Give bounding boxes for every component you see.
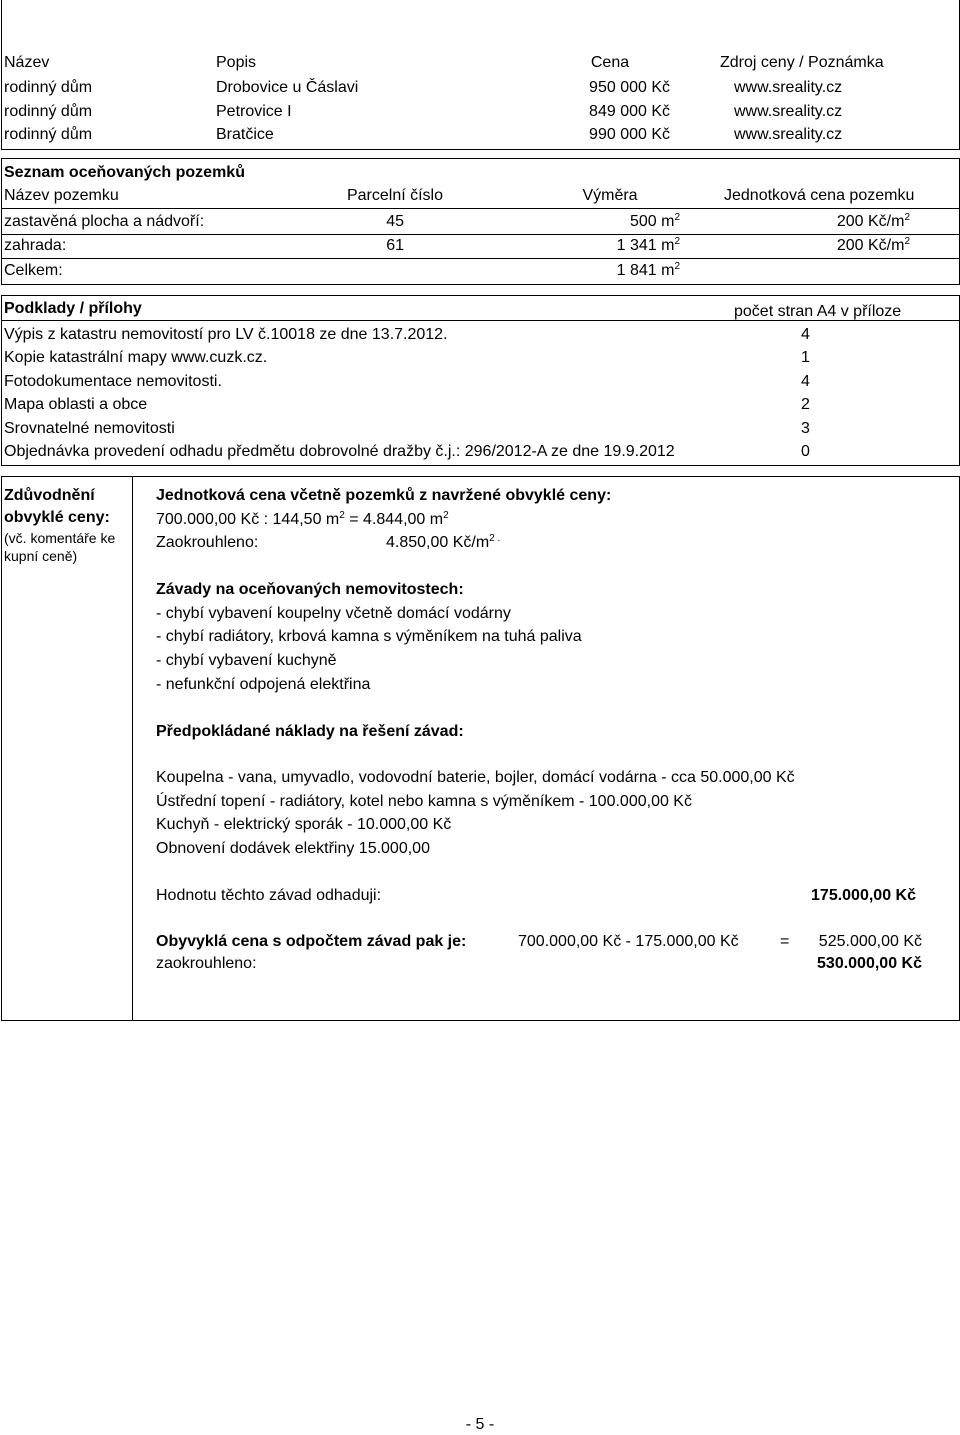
- list-item: - chybí vybavení kuchyně: [156, 652, 337, 669]
- attachment-label: Srovnatelné nemovitosti: [4, 420, 175, 437]
- attachment-label: Fotodokumentace nemovitosti.: [4, 373, 222, 390]
- rounded-final-label: zaokrouhleno:: [156, 955, 257, 972]
- unit-price-calc: 700.000,00 Kč : 144,50 $m^2 = 4.844,00$ $m^2$: [156, 510, 449, 528]
- land-header-price: Jednotková cena pozemku: [724, 187, 915, 204]
- cell-source: www.sreality.cz: [734, 103, 843, 120]
- cell-price: 950 000 Kč: [589, 79, 670, 96]
- side-title-2: obvyklé ceny:: [4, 509, 110, 526]
- list-item: - chybí radiátory, krbová kamna s výměníkem na tuhá paliva: [156, 628, 582, 645]
- attachment-pages: 4: [801, 326, 810, 343]
- col-header-price: Cena: [590, 54, 630, 71]
- cell-parcel: 61: [386, 237, 404, 254]
- total-area: 1 841 $m^2$: [616, 261, 680, 279]
- land-title: Seznam oceňovaných pozemků: [4, 164, 245, 181]
- col-header-desc: Popis: [216, 54, 257, 71]
- defects-heading: Závady na oceňovaných nemovitostech:: [156, 581, 464, 598]
- attachment-label: Mapa oblasti a obce: [4, 396, 148, 413]
- land-header-name: Název pozemku: [4, 187, 119, 204]
- list-item: Koupelna - vana, umyvadlo, vodovodní baterie, bojler, domácí vodárna - cca 50.000,00 Kč: [156, 769, 795, 786]
- col-header-name: Název: [4, 54, 50, 71]
- cell-desc: Bratčice: [216, 126, 274, 143]
- final-value: 525.000,00 Kč: [818, 933, 922, 950]
- divider: [2, 208, 959, 209]
- cell-parcel: 45: [386, 213, 404, 230]
- total-label: Celkem:: [4, 262, 63, 279]
- justification-divider: [132, 477, 133, 1020]
- land-header-area: Výměra: [582, 187, 638, 204]
- col-header-source: Zdroj ceny / Poznámka: [720, 54, 884, 71]
- attachment-label: Výpis z katastru nemovitostí pro LV č.10018 ze dne 13.7.2012.: [4, 326, 448, 343]
- attachment-label: Objednávka provedení odhadu předmětu dobrovolné dražby č.j.: 296/2012-A ze dne 19.9.2012: [4, 443, 675, 460]
- cell-area: 500 $m^2$: [629, 212, 680, 230]
- cell-price: 200 $Kč/m^2$: [836, 212, 910, 230]
- cell-area: 1 341 $m^2$: [616, 236, 680, 254]
- pages-header: počet stran A4 v příloze: [734, 303, 902, 320]
- list-item: Ústřední topení - radiátory, kotel nebo kamna s výměníkem - 100.000,00 Kč: [156, 793, 692, 810]
- attachments-title: Podklady / přílohy: [4, 300, 142, 317]
- attachment-pages: 2: [801, 396, 810, 413]
- cell-name: rodinný dům: [4, 126, 93, 143]
- cell-price: 990 000 Kč: [589, 126, 670, 143]
- list-item: Kuchyň - elektrický sporák - 10.000,00 Kč: [156, 816, 452, 833]
- rounded-label: Zaokrouhleno:: [156, 534, 259, 551]
- land-header-parcel: Parcelní číslo: [346, 187, 444, 204]
- cell-desc: Drobovice u Čáslavi: [216, 79, 359, 96]
- final-eq: =: [780, 933, 790, 950]
- cell-name: zahrada:: [4, 237, 67, 254]
- final-label: Obyvyklá cena s odpočtem závad pak je:: [156, 933, 467, 950]
- cell-price: 200 $Kč/m^2$: [836, 236, 910, 254]
- cell-name: zastavěná plocha a nádvoří:: [4, 213, 205, 230]
- list-item: - chybí vybavení koupelny včetně domácí vodárny: [156, 605, 511, 622]
- cell-source: www.sreality.cz: [734, 126, 843, 143]
- page-number: - 5 -: [465, 1416, 495, 1433]
- defects-estimate-value: 175.000,00 Kč: [811, 887, 916, 904]
- cell-name: rodinný dům: [4, 103, 93, 120]
- attachment-pages: 4: [801, 373, 810, 390]
- cell-name: rodinný dům: [4, 79, 93, 96]
- attachment-pages: 3: [801, 420, 810, 437]
- cell-source: www.sreality.cz: [734, 79, 843, 96]
- final-calc: 700.000,00 Kč - 175.000,00 Kč: [518, 933, 739, 950]
- cell-desc: Petrovice I: [216, 103, 292, 120]
- rounded-final-value: 530.000,00 Kč: [817, 955, 922, 972]
- attachment-pages: 0: [801, 443, 810, 460]
- list-item: - nefunkční odpojená elektřina: [156, 676, 371, 693]
- list-item: Obnovení dodávek elektřiny 15.000,00: [156, 840, 430, 857]
- unit-price-heading: Jednotková cena včetně pozemků z navržené obvyklé ceny:: [156, 487, 612, 504]
- costs-heading: Předpokládané náklady na řešení závad:: [156, 723, 464, 740]
- side-title-1: Zdůvodnění: [4, 487, 95, 504]
- cell-price: 849 000 Kč: [589, 103, 670, 120]
- side-note-2: kupní ceně): [4, 548, 78, 564]
- rounded-value: 4.850,00 $Kč/m^{2 .}$: [386, 533, 501, 551]
- attachment-pages: 1: [801, 349, 810, 366]
- divider: [2, 320, 959, 321]
- divider: [2, 258, 959, 259]
- attachment-label: Kopie katastrální mapy www.cuzk.cz.: [4, 349, 268, 366]
- divider: [2, 234, 959, 235]
- defects-estimate-label: Hodnotu těchto závad odhaduji:: [156, 887, 382, 904]
- side-note-1: (vč. komentáře ke: [4, 530, 116, 546]
